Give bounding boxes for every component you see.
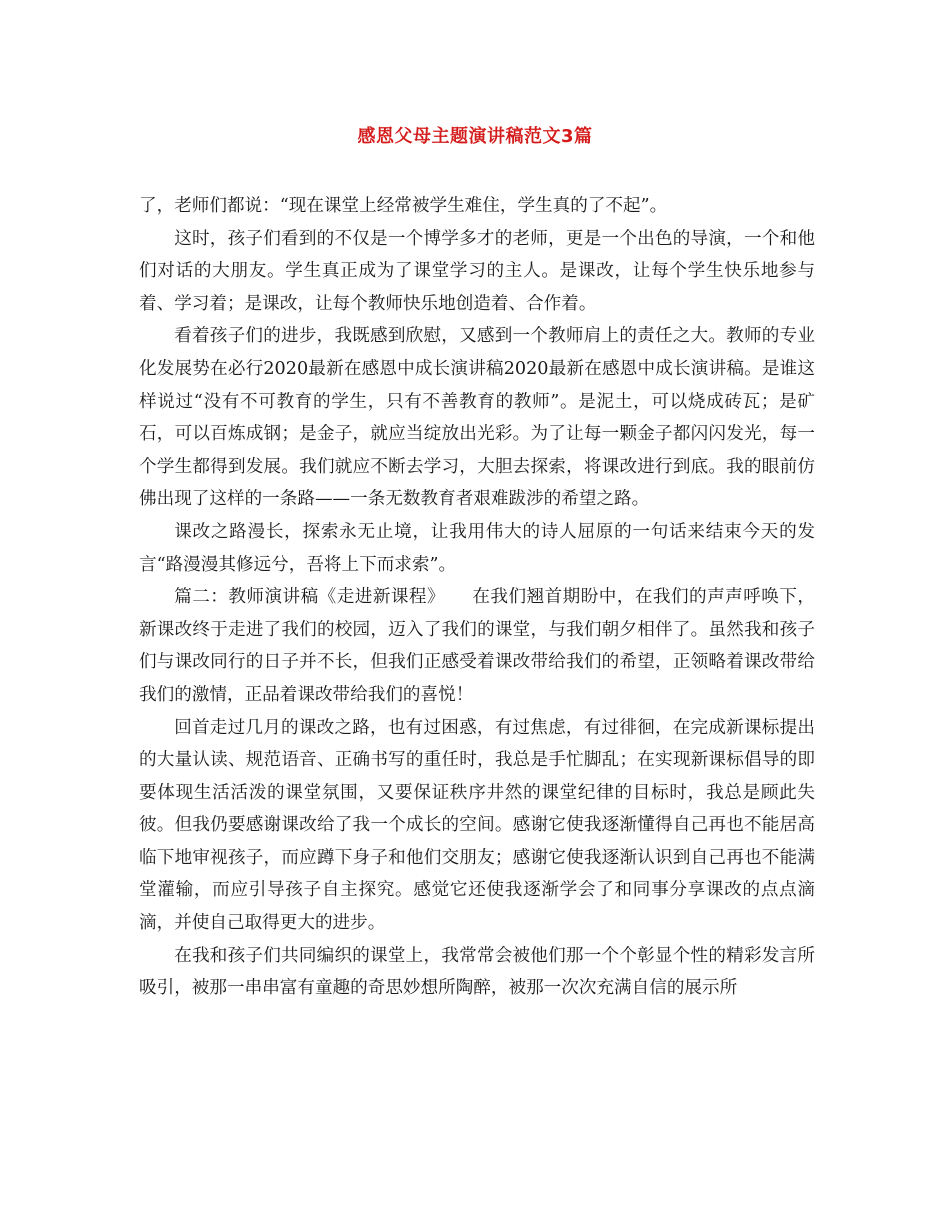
paragraph: 看着孩子们的进步，我既感到欣慰，又感到一个教师肩上的责任之大。教师的专业化发展势在必行2020最新在感恩中成长演讲稿2020最新在感恩中成长演讲稿。是谁这样说过“没有不可教育的学生，只有不善教育的教师”。是泥土，可以烧成砖瓦；是矿石，可以百炼成钢；是金子，就应当绽放出光彩。为了让每一颗金子都闪闪发光，每一个学生都得到发展。我们就应不断去学习，大胆去探索，将课改进行到底。我的眼前仿佛出现了这样的一条路——一条无数教育者艰难跋涉的希望之路。	[139, 326, 815, 510]
paragraph: 回首走过几月的课改之路，也有过困惑，有过焦虑，有过徘徊，在完成新课标提出的大量认读、规范语音、正确书写的重任时，我总是手忙脚乱；在实现新课标倡导的即要体现生活活泼的课堂氛围，又要保证秩序井然的课堂纪律的目标时，我总是顾此失彼。但我仍要感谢课改给了我一个成长的空间。感谢它使我逐渐懂得自己再也不能居高临下地审视孩子，而应蹲下身子和他们交朋友；感谢它使我逐渐认识到自己再也不能满堂灌输，而应引导孩子自主探究。感觉它还使我逐渐学会了和同事分享课改的点点滴滴，并使自己取得更大的进步。	[139, 717, 815, 934]
paragraph: 在我和孩子们共同编织的课堂上，我常常会被他们那一个个彰显个性的精彩发言所吸引，被那一串串富有童趣的奇思妙想所陶醉，被那一次次充满自信的展示所	[139, 945, 815, 999]
paragraph-continuation: 了，老师们都说：“现在课堂上经常被学生难住，学生真的了不起”。	[139, 196, 668, 216]
document-body	[139, 190, 815, 1005]
paragraph: 课改之路漫长，探索永无止境，让我用伟大的诗人屈原的一句话来结束今天的发言“路漫漫其修远兮，吾将上下而求索”。	[139, 521, 815, 575]
paragraph-section-two-start: 篇二：教师演讲稿《走进新课程》 在我们翘首期盼中，在我们的声声呼唤下，新课改终于走进了我们的校园，迈入了我们的课堂，与我们朝夕相伴了。虽然我和孩子们与课改同行的日子并不长，但我们正感受着课改带给我们的希望，正领略着课改带给我们的激情，正品着课改带给我们的喜悦！	[139, 587, 815, 705]
document-title: 感恩父母主题演讲稿范文3篇	[357, 126, 593, 147]
paragraph: 这时，孩子们看到的不仅是一个博学多才的老师，更是一个出色的导演，一个和他们对话的大朋友。学生真正成为了课堂学习的主人。是课改，让每个学生快乐地参与着、学习着；是课改，让每个教师快乐地创造着、合作着。	[139, 228, 815, 314]
